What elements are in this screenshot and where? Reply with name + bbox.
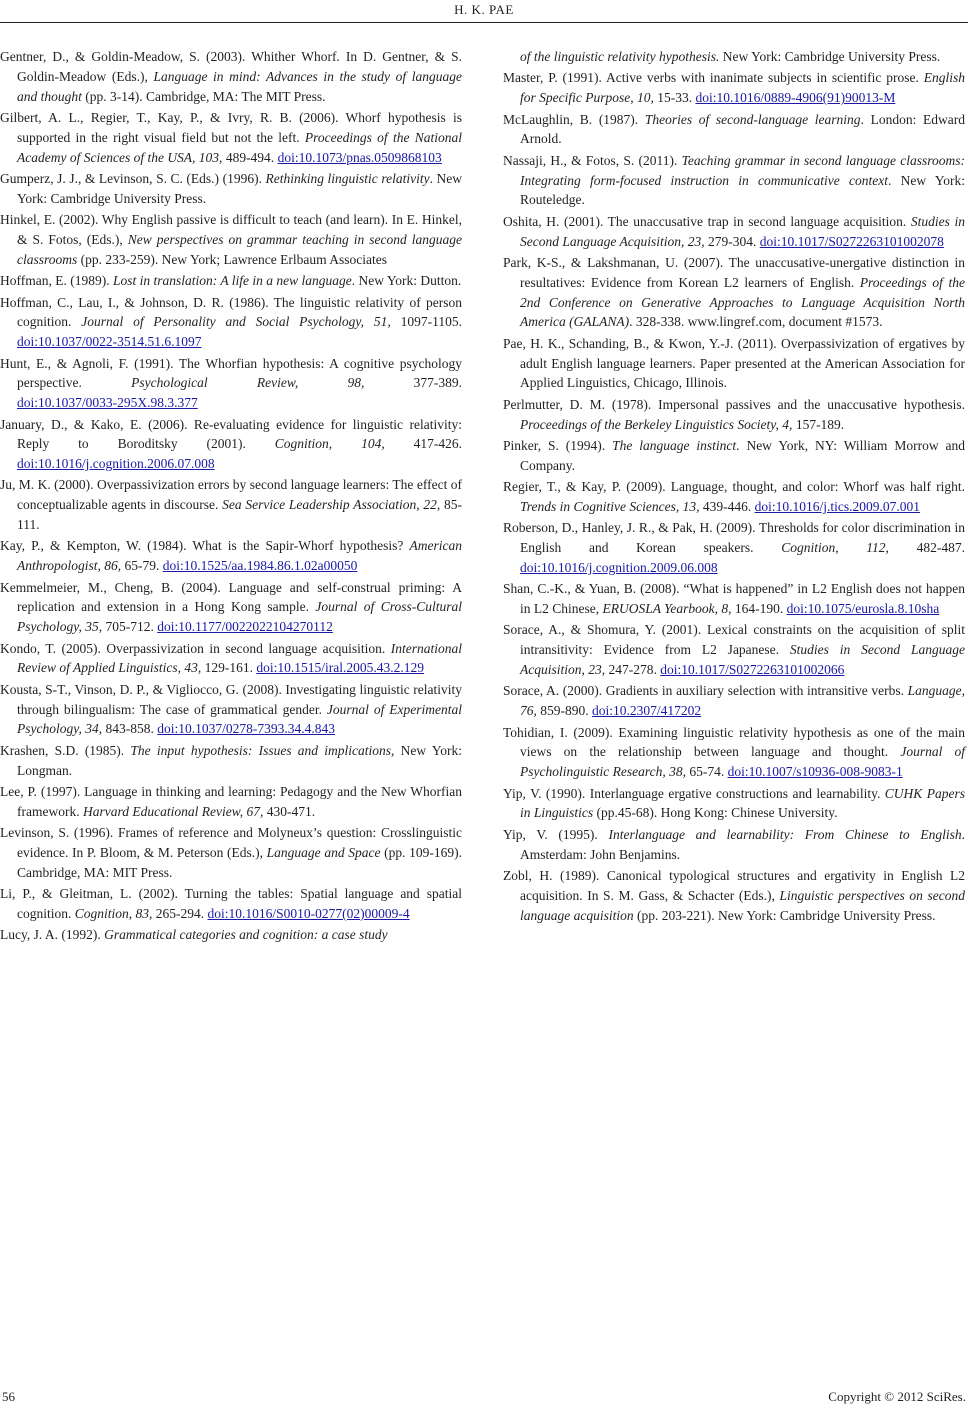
reference-entry (503, 110, 965, 150)
reference-text: Sorace, A. (2000). Gradients in auxiliary selection with intransitive verbs. (503, 683, 908, 699)
page-number: 56 (2, 1389, 15, 1404)
reference-text: New York: Cambridge University Press. (719, 49, 941, 64)
reference-italic: Grammatical categories and cognition: a case study (104, 927, 388, 943)
doi-link[interactable]: doi:10.1016/j.tics.2009.07.001 (754, 498, 920, 514)
reference-entry (0, 639, 462, 679)
reference-text: 65-74. (685, 764, 725, 780)
reference-italic: Rethinking linguistic relativity (265, 170, 430, 186)
reference-entry (503, 825, 965, 865)
reference-italic: Linguistic perspectives on second language acquisition (520, 887, 965, 923)
reference-entry (0, 782, 462, 822)
doi-link[interactable]: doi:10.1016/j.cognition.2006.07.008 (17, 456, 215, 472)
reference-italic: Harvard Educational Review, 67, (82, 803, 264, 819)
doi-link[interactable]: doi:10.1075/eurosla.8.10sha (786, 601, 940, 617)
reference-text: Hinkel, E. (2002). Why English passive is difficult to teach (and learn). In E. Hinkel, & S. Fotos, (Eds.), (0, 212, 462, 247)
reference-italic: Proceedings of the Berkeley Linguistics Society, 4, (520, 416, 793, 432)
reference-text: January, D., & Kako, E. (2006). Re-evaluating evidence for linguistic relativity: Reply to Boroditsky (2001). (0, 416, 462, 452)
reference-italic: Journal of Personality and Social Psychology, 51, (81, 314, 391, 330)
doi-link[interactable]: doi:10.1525/aa.1984.86.1.02a00050 (162, 558, 358, 574)
reference-entry (503, 253, 965, 332)
reference-entry (0, 108, 462, 167)
running-header: H. K. PAE (454, 2, 514, 17)
reference-entry (503, 579, 965, 619)
reference-text: Park, K-S., & Lakshmanan, U. (2007). The unaccusative-unergative distinction in resultatives: Evidence from Korean L2 learners of English. (503, 254, 965, 290)
reference-text: Krashen, S.D. (1985). (0, 742, 131, 758)
reference-text: McLaughlin, B. (1987). (503, 111, 645, 127)
reference-entry (503, 620, 965, 679)
reference-italic: Studies in Second Language Acquisition, 23, (520, 213, 966, 249)
doi-link[interactable]: doi:10.1515/iral.2005.43.2.129 (256, 660, 424, 676)
reference-entry (503, 866, 965, 925)
reference-italic: Journal of Cross-Cultural Psychology, 35, (17, 599, 462, 635)
reference-entry (0, 169, 462, 209)
reference-entry (503, 395, 965, 435)
reference-text: . Amsterdam: John Benjamins. (520, 826, 966, 862)
reference-text: 65-79. (121, 558, 160, 574)
reference-text: Hoffman, E. (1989). (0, 273, 113, 289)
reference-text: Zobl, H. (1989). Canonical typological structures and ergativity in English L2 acquisition. In S. M. Gass, & Schacter (Eds.), (503, 867, 965, 903)
reference-italic: Lost in translation: A life in a new language (112, 273, 352, 289)
reference-italic: American Anthropologist, 86, (17, 538, 462, 574)
reference-text: 705-712. (102, 619, 154, 635)
reference-entry (0, 47, 462, 106)
reference-text: Nassaji, H., & Fotos, S. (2011). (503, 152, 682, 168)
reference-text: Oshita, H. (2001). The unaccusative trap in second language acquisition. (503, 213, 911, 229)
doi-link[interactable]: doi:10.1017/S0272263101002066 (660, 662, 845, 678)
doi-link[interactable]: doi:10.1016/0889-4906(91)90013-M (695, 90, 896, 106)
reference-text: Kondo, T. (2005). Overpassivization in second language acquisition. (0, 640, 391, 656)
reference-text: . New York, NY: William Morrow and Company. (520, 437, 965, 473)
reference-text: (pp. 109-169). Cambridge, MA: MIT Press. (17, 844, 462, 880)
doi-link[interactable]: doi:10.1037/0033-295X.98.3.377 (17, 395, 198, 411)
reference-text: 439-446. (699, 498, 752, 514)
reference-text: Sorace, A., & Shomura, Y. (2001). Lexical constraints on the acquisition of split intransitivity: Evidence from L2 Japanese. (503, 622, 965, 658)
reference-text: 859-890. (536, 703, 589, 719)
reference-entry (503, 47, 965, 67)
reference-italic: Journal of Psycholinguistic Research, 38, (520, 744, 966, 780)
reference-text: Yip, V. (1995). (503, 826, 609, 842)
reference-text: 129-161. (201, 660, 253, 676)
reference-text: Regier, T., & Kay, P. (2009). Language, thought, and color: Whorf was half right. (503, 479, 965, 495)
doi-link[interactable]: doi:10.1037/0022-3514.51.6.1097 (17, 334, 202, 350)
reference-text: 417-426. (384, 436, 462, 452)
doi-link[interactable]: doi:10.1017/S0272263101002078 (759, 233, 944, 249)
reference-text: Ju, M. K. (2000). Overpassivization errors by second language learners: The effect of conceptualizable agents in discourse. (0, 477, 462, 513)
copyright-notice: Copyright © 2012 SciRes. (828, 1389, 966, 1404)
reference-text: 377-389. (364, 375, 462, 391)
doi-link[interactable]: doi:10.1016/j.cognition.2009.06.008 (520, 559, 718, 575)
reference-text: Pinker, S. (1994). (503, 437, 613, 453)
reference-entry (503, 334, 965, 393)
reference-entry (0, 354, 462, 413)
reference-entry (0, 536, 462, 576)
reference-italic: Studies in Second Language Acquisition, 23, (520, 642, 965, 678)
reference-text: 482-487. (888, 540, 965, 556)
reference-entry (503, 723, 965, 782)
reference-text: Perlmutter, D. M. (1978). Impersonal passives and the unaccusative hypothesis. (503, 396, 965, 412)
reference-italic: Language, 76, (520, 683, 965, 719)
reference-entry (0, 210, 462, 269)
reference-italic: Trends in Cognitive Sciences, 13, (520, 498, 700, 514)
reference-italic: Cognition, 112, (781, 540, 889, 556)
reference-entry (0, 680, 462, 739)
reference-text: 247-278. (605, 662, 657, 678)
reference-text: Tohidian, I. (2009). Examining linguistic relativity hypothesis as one of the main views on the relationship between language and thought. (503, 724, 965, 760)
reference-entry (0, 884, 462, 924)
reference-text: 15-33. (653, 90, 693, 106)
reference-italic: Cognition, 83, (74, 905, 153, 921)
doi-link[interactable]: doi:10.2307/417202 (592, 703, 702, 719)
reference-text: 843-858. (102, 721, 154, 737)
reference-text: 1097-1105. (390, 314, 462, 330)
reference-entry (503, 436, 965, 476)
doi-link[interactable]: doi:10.1007/s10936-008-9083-1 (727, 764, 903, 780)
reference-text: 489-494. (222, 149, 275, 165)
reference-italic: International Review of Applied Linguistics, 43, (17, 640, 462, 676)
reference-entry (503, 477, 965, 517)
reference-italic: Language and Space (266, 844, 381, 860)
reference-entry (0, 925, 462, 945)
reference-italic: New perspectives on grammar teaching in second language classrooms (17, 231, 462, 267)
reference-text: Li, P., & Gleitman, L. (2002). Turning the tables: Spatial language and spatial cognition. (0, 886, 462, 921)
references-left-column (0, 47, 462, 947)
reference-text: 85-111. (17, 497, 463, 533)
reference-text: 265-294. (152, 905, 205, 921)
reference-entry (503, 784, 965, 824)
reference-entry (0, 415, 462, 474)
reference-text: . New York: Dutton. (351, 273, 462, 289)
reference-italic: Cognition, 104, (274, 436, 385, 452)
reference-text: . New York: Routeledge. (520, 172, 965, 208)
reference-text: Master, P. (1991). Active verbs with inanimate subjects in scientific prose. (503, 70, 924, 86)
reference-text: Lee, P. (1997). Language in thinking and learning: Pedagogy and the New Whorfian framework. (0, 784, 462, 819)
reference-italic: ERUOSLA Yearbook, 8, (602, 601, 732, 617)
reference-italic: of the linguistic relativity hypothesis. (520, 49, 720, 64)
references-right-column (503, 47, 965, 927)
doi-link[interactable]: doi:10.1073/pnas.0509868103 (277, 149, 442, 165)
reference-text: Hunt, E., & Agnoli, F. (1991). The Whorfian hypothesis: A cognitive psychology perspective. (0, 355, 462, 391)
reference-entry (503, 151, 965, 210)
reference-italic: Interlanguage and learnability: From Chinese to English (608, 826, 962, 842)
reference-italic: Proceedings of the National Academy of Sciences of the USA, 103, (17, 129, 463, 165)
doi-link[interactable]: doi:10.1037/0278-7393.34.4.843 (157, 721, 335, 737)
header-rule (0, 22, 968, 23)
reference-italic: English for Specific Purpose, 10, (520, 70, 965, 106)
reference-text: Roberson, D., Hanley, J. R., & Pak, H. (2009). Thresholds for color discrimination in English and Korean speakers. (503, 520, 965, 556)
reference-entry (0, 741, 462, 781)
reference-text: , New York: Longman. (17, 742, 462, 778)
reference-text: (pp.45-68). Hong Kong: Chinese University. (593, 805, 838, 821)
reference-entry (0, 823, 462, 882)
reference-italic: The input hypothesis: Issues and implications (130, 742, 392, 758)
reference-text: 279-304. (704, 233, 757, 249)
reference-text: Gilbert, A. L., Regier, T., Kay, P., & Ivry, R. B. (2006). Whorf hypothesis is supported in the right visual field but not the left. (0, 109, 462, 145)
reference-entry (0, 475, 462, 534)
reference-text: (pp. 3-14). Cambridge, MA: The MIT Press. (81, 88, 326, 104)
reference-text: Lucy, J. A. (1992). (0, 927, 105, 943)
reference-text: Yip, V. (1990). Interlanguage ergative constructions and learnability. (503, 785, 885, 801)
reference-italic: Journal of Experimental Psychology, 34, (17, 701, 462, 737)
reference-text: Hoffman, C., Lau, I., & Johnson, D. R. (1986). The linguistic relativity of person cognition. (0, 294, 462, 330)
reference-italic: Psychological Review, 98, (131, 375, 365, 391)
reference-entry (0, 271, 462, 291)
reference-text: . New York: Cambridge University Press. (17, 170, 462, 206)
reference-italic: CUHK Papers in Linguistics (520, 785, 965, 821)
reference-text: . 328-338. www.lingref.com, document #1573. (629, 314, 883, 330)
reference-text: . London: Edward Arnold. (520, 111, 965, 147)
reference-text: 164-190. (731, 601, 784, 617)
reference-text: 157-189. (792, 416, 845, 432)
reference-entry (503, 681, 965, 721)
reference-text: Shan, C.-K., & Yuan, B. (2008). “What is happened” in L2 English does not happen in L2 Chinese, (503, 581, 965, 617)
reference-italic: Sea Service Leadership Association, 22, (222, 497, 441, 513)
reference-entry (0, 293, 462, 352)
reference-italic: Theories of second-language learning (644, 111, 861, 127)
reference-text: 430-471. (263, 803, 316, 819)
reference-entry (503, 518, 965, 577)
reference-text: Levinson, S. (1996). Frames of reference and Molyneux’s question: Crosslinguistic evidence. In P. Bloom, & M. Peterson (Eds.), (0, 825, 462, 860)
reference-text: Gentner, D., & Goldin-Meadow, S. (2003). Whither Whorf. In D. Gentner, & S. Goldin-Meadow (Eds.), (0, 49, 462, 84)
doi-link[interactable]: doi:10.1016/S0010-0277(02)00009-4 (207, 905, 410, 921)
reference-italic: Language in mind: Advances in the study of language and thought (17, 68, 462, 104)
reference-entry (503, 212, 965, 252)
reference-text: Kousta, S-T., Vinson, D. P., & Vigliocco, G. (2008). Investigating linguistic relativity through bilingualism: The case of grammatical gender. (0, 681, 462, 717)
reference-text: (pp. 233-259). New York; Lawrence Erlbaum Associates (77, 251, 387, 267)
reference-entry (503, 68, 965, 108)
reference-italic: The language instinct (612, 437, 737, 453)
reference-text: Pae, H. K., Schanding, B., & Kwon, Y.-J. (2011). Overpassivization of ergatives by adult English language learners. Paper presented at the American Association for Applied Linguistics, Chicago, Illinois. (503, 335, 965, 391)
reference-text: Gumperz, J. J., & Levinson, S. C. (Eds.) (1996). (0, 170, 266, 186)
doi-link[interactable]: doi:10.1177/0022022104270112 (157, 619, 333, 635)
reference-text: (pp. 203-221). New York: Cambridge University Press. (633, 907, 936, 923)
reference-italic: Teaching grammar in second language classrooms: Integrating form-focused instruction in communicative context (520, 152, 965, 188)
reference-entry (0, 578, 462, 637)
reference-text: Kay, P., & Kempton, W. (1984). What is the Sapir-Whorf hypothesis? (0, 538, 410, 554)
reference-italic: Proceedings of the 2nd Conference on Generative Approaches to Language Acquisition North America (GALANA) (520, 274, 965, 330)
reference-text: Kemmelmeier, M., Cheng, B. (2004). Language and self-construal priming: A replication and extension in a Hong Kong sample. (0, 579, 462, 615)
